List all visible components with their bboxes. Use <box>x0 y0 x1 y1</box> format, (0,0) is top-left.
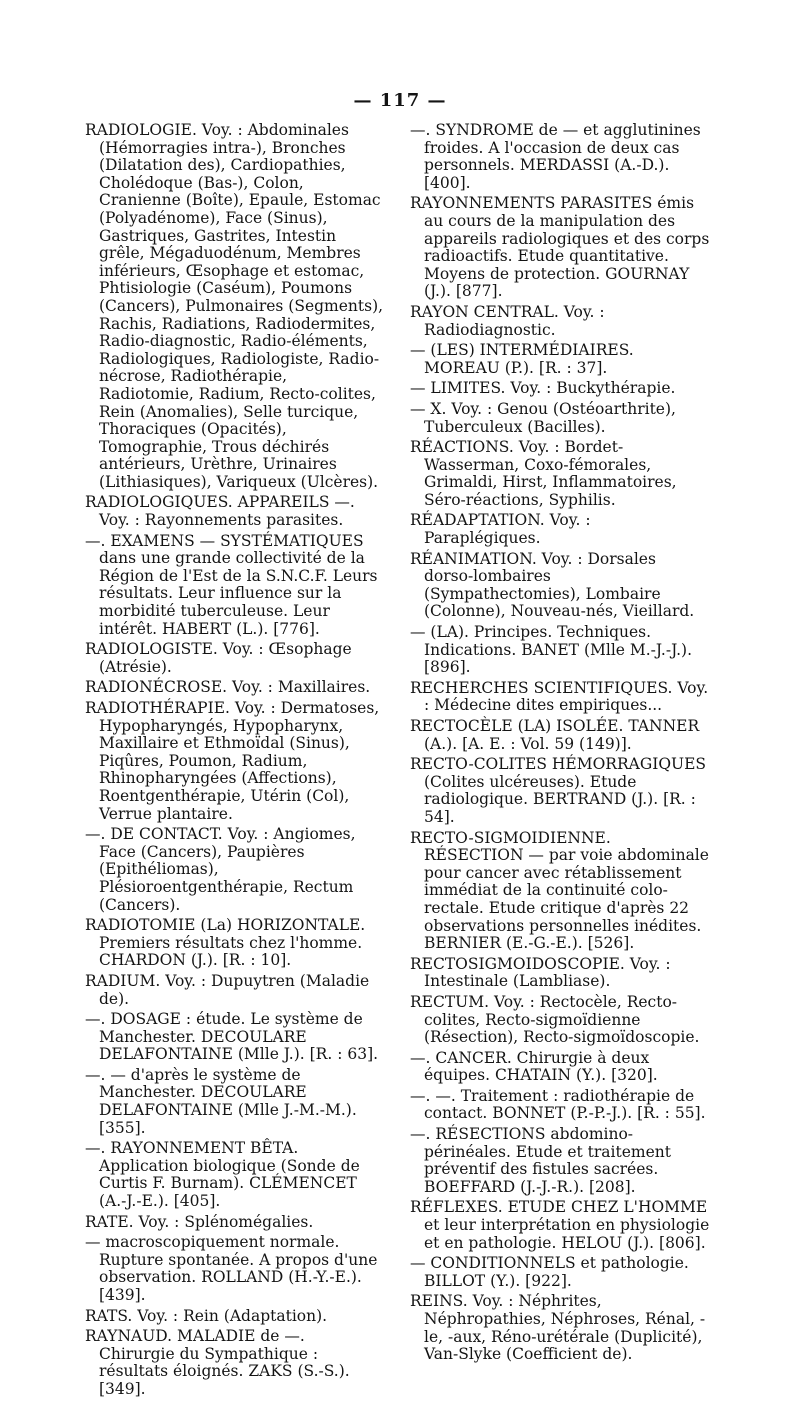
index-entry: RATS. Voy. : Rein (Adaptation). <box>85 1306 328 1325</box>
index-entry: REINS. Voy. : Néphrites, Néphropathies, Néphroses, Rénal, -le, -aux, Réno-urétérale (Duplicité), Van-Slyke (Coefficient de). <box>410 1292 706 1364</box>
index-entry: RÉFLEXES. ETUDE CHEZ L'HOMME et leur interprétation en physiologie et en pathologie. HELOU (J.). [806]. <box>410 1198 710 1252</box>
index-entry: RADIOTHÉRAPIE. Voy. : Dermatoses, Hypopharyngés, Hypopharynx, Maxillaire et Ethmoïdal (Sinus), Piqûres, Poumon, Radium, Rhinopharyngées (Affections), Roentgenthérapie, Utérin (Col), Verrue plantaire. <box>85 699 380 823</box>
index-entry: RADIOLOGIE. Voy. : Abdominales (Hémorragies intra-), Bronches (Dilatation des), Cardiopathies, Cholédoque (Bas-), Colon, Cranienne (Boîte), Epaule, Estomac (Polyadénome), Face (Sinus), Gastriques, Gastrites, Intestin grêle, Mégaduodénum, Membres inférieurs, Œsophage et estomac, Phtisiologie (Caséum), Poumons (Cancers), Pulmonaires (Segments), Rachis, Radiations, Radiodermites, Radio-diagnostic, Radio-éléments, Radiologiques, Radiologiste, Radio-nécrose, Radiothérapie, Radiotomie, Radium, Recto-colites, Rein (Anomalies), Selle turcique, Thoraciques (Opacités), Tomographie, Trous déchirés antérieurs, Urèthre, Urinaires (Lithiasiques), Variqueux (Ulcères). <box>85 121 384 491</box>
index-entry: —. RÉSECTIONS abdomino-périnéales. Etude et traitement préventif des fistules sacrées. BOEFFARD (J.-J.-R.). [208]. <box>410 1125 671 1196</box>
index-entry: — CONDITIONNELS et pathologie. BILLOT (Y.). [922]. <box>410 1254 689 1290</box>
index-entry: RADIONÉCROSE. Voy. : Maxillaires. <box>85 678 371 697</box>
index-entry: RAYNAUD. MALADIE de —. Chirurgie du Sympathique : résultats éloignés. ZAKS (S.-S.). [349]. <box>85 1327 350 1398</box>
index-entry: —. EXAMENS — SYSTÉMATIQUES dans une grande collectivité de la Région de l'Est de la S.N.C.F. Leurs résultats. Leur influence sur la morbidité tuberculeuse. Leur intérêt. HABERT (L.). [776]. <box>85 531 378 638</box>
index-entry: RAYONNEMENTS PARASITES émis au cours de la manipulation des appareils radiologiques et des corps radioactifs. Etude quantitative. Moyens de protection. GOURNAY (J.). [877]. <box>410 194 710 301</box>
index-entry: — macroscopiquement normale. Rupture spontanée. A propos d'une observation. ROLLAND (H.-Y.-E.). [439]. <box>85 1233 378 1304</box>
left-column <box>85 122 385 1402</box>
index-entry: RADIUM. Voy. : Dupuytren (Maladie de). <box>85 971 370 1008</box>
index-entry: — (LA). Principes. Techniques. Indications. BANET (Mlle M.-J.-J.). [896]. <box>410 623 692 677</box>
index-entry: —. SYNDROME de — et agglutinines froides. A l'occasion de deux cas personnels. MERDASSI (A.-D.). [400]. <box>410 121 701 192</box>
right-column <box>410 122 710 1367</box>
index-entry: RECTOSIGMOIDOSCOPIE. Voy. : Intestinale (Lambliase). <box>410 954 671 991</box>
page-number: — 117 — <box>353 90 447 111</box>
index-entry: RADIOLOGIQUES. APPAREILS —. Voy. : Rayonnements parasites. <box>85 493 355 530</box>
index-entry: RAYON CENTRAL. Voy. : Radiodiagnostic. <box>410 302 605 339</box>
index-entry: — (LES) INTERMÉDIAIRES. MOREAU (P.). [R. : 37]. <box>410 341 634 377</box>
index-entry: —. — d'après le système de Manchester. DECOULARE DELAFONTAINE (Mlle J.-M.-M.). [355]. <box>85 1065 357 1137</box>
index-entry: —. DOSAGE : étude. Le système de Manchester. DECOULARE DELAFONTAINE (Mlle J.). [R. : 63]. <box>85 1010 379 1064</box>
index-entry: RECTOCÈLE (LA) ISOLÉE. TANNER (A.). [A. E. : Vol. 59 (149)]. <box>410 717 700 753</box>
index-entry: RECTO-COLITES HÉMORRAGIQUES (Colites ulcéreuses). Etude radiologique. BERTRAND (J.). [R. : 54]. <box>410 755 707 826</box>
index-entry: — LIMITES. Voy. : Buckythérapie. <box>410 379 676 398</box>
index-entry: RATE. Voy. : Splénomégalies. <box>85 1212 314 1231</box>
index-entry: —. RAYONNEMENT BÊTA. Application biologique (Sonde de Curtis F. Burnam). CLÉMENCET (A.-J.-E.). [405]. <box>85 1139 360 1211</box>
index-entry: RÉANIMATION. Voy. : Dorsales dorso-lombaires (Sympathectomies), Lombaire (Colonne), Nouveau-nés, Vieillard. <box>410 549 695 621</box>
index-entry: RECTO-SIGMOIDIENNE. RÉSECTION — par voie abdominale pour cancer avec rétablissement immédiat de la continuité colo-rectale. Etude critique d'après 22 observations personnelles inédites. BERNIER (E.-G.-E.). [526]. <box>410 828 709 953</box>
index-entry: —. —. Traitement : radiothérapie de contact. BONNET (P.-P.-J.). [R. : 55]. <box>410 1086 706 1123</box>
index-entry: — X. Voy. : Genou (Ostéoarthrite), Tuberculeux (Bacilles). <box>410 399 676 436</box>
index-entry: —. DE CONTACT. Voy. : Angiomes, Face (Cancers), Paupières (Epithéliomas), Plésioroentgenthérapie, Rectum (Cancers). <box>85 825 356 914</box>
index-entry: RECHERCHES SCIENTIFIQUES. Voy. : Médecine dites empiriques... <box>410 678 709 715</box>
index-entry: RADIOLOGISTE. Voy. : Œsophage (Atrésie). <box>85 640 352 676</box>
index-entry: RECTUM. Voy. : Rectocèle, Recto-colites, Recto-sigmoïdienne (Résection), Recto-sigmoïdoscopie. <box>410 992 700 1047</box>
index-entry: RÉADAPTATION. Voy. : Paraplégiques. <box>410 511 591 548</box>
index-entry: RADIOTOMIE (La) HORIZONTALE. Premiers résultats chez l'homme. CHARDON (J.). [R. : 10]. <box>85 916 366 970</box>
index-entry: RÉACTIONS. Voy. : Bordet-Wasserman, Coxo-fémorales, Grimaldi, Hirst, Inflammatoires, Séro-réactions, Syphilis. <box>410 438 677 509</box>
index-entry: —. CANCER. Chirurgie à deux équipes. CHATAIN (Y.). [320]. <box>410 1048 658 1085</box>
